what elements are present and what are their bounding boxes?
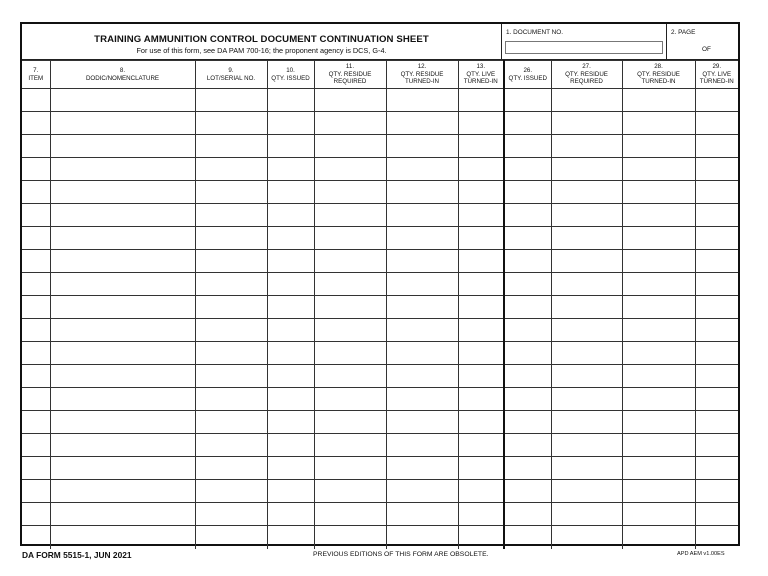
table-row	[22, 526, 738, 549]
cell-qty-live-turned-in[interactable]	[458, 342, 504, 365]
cell-qty-live-turned-in[interactable]	[458, 503, 504, 526]
column-number: 28.	[654, 63, 663, 71]
cell-qty-issued[interactable]	[504, 388, 551, 411]
cell-item[interactable]	[22, 181, 50, 204]
cell-qty-issued[interactable]	[504, 273, 551, 296]
table-row	[22, 480, 738, 503]
column-label: QTY. ISSUED	[271, 74, 310, 82]
column-label: QTY. ISSUED	[508, 74, 547, 82]
cell-qty-issued[interactable]	[267, 503, 314, 526]
cell-qty-live-turned-in[interactable]	[695, 365, 738, 388]
column-label: ITEM	[28, 74, 44, 82]
cell-dodic-nomenclature[interactable]	[50, 365, 195, 388]
cell-qty-residue-required[interactable]	[314, 457, 386, 480]
cell-qty-residue-turned-in[interactable]	[386, 526, 458, 549]
cell-qty-residue-turned-in[interactable]	[622, 250, 695, 273]
table-row	[22, 503, 738, 526]
cell-qty-issued[interactable]	[504, 227, 551, 250]
obsolete-notice: PREVIOUS EDITIONS OF THIS FORM ARE OBSOLETE.	[313, 551, 489, 558]
cell-qty-residue-required[interactable]	[551, 457, 622, 480]
cell-dodic-nomenclature[interactable]	[50, 158, 195, 181]
column-header-10	[267, 61, 314, 89]
cell-qty-residue-required[interactable]	[314, 411, 386, 434]
table-row	[22, 181, 738, 204]
items-table-body	[22, 89, 738, 549]
table-row	[22, 388, 738, 411]
cell-qty-residue-turned-in[interactable]	[622, 365, 695, 388]
cell-qty-residue-turned-in[interactable]	[386, 365, 458, 388]
table-row	[22, 319, 738, 342]
cell-qty-residue-turned-in[interactable]	[386, 434, 458, 457]
cell-qty-live-turned-in[interactable]	[458, 135, 504, 158]
cell-qty-issued[interactable]	[267, 319, 314, 342]
cell-qty-issued[interactable]	[267, 526, 314, 549]
cell-item[interactable]	[22, 204, 50, 227]
cell-item[interactable]	[22, 89, 50, 112]
cell-qty-issued[interactable]	[504, 250, 551, 273]
cell-qty-live-turned-in[interactable]	[695, 250, 738, 273]
cell-qty-residue-turned-in[interactable]	[622, 388, 695, 411]
cell-lot-serial-no[interactable]	[195, 112, 267, 135]
cell-dodic-nomenclature[interactable]	[50, 457, 195, 480]
cell-qty-residue-turned-in[interactable]	[622, 342, 695, 365]
column-label: DODIC/NOMENCLATURE	[85, 74, 160, 82]
items-table	[22, 60, 738, 549]
cell-qty-issued[interactable]	[504, 181, 551, 204]
cell-qty-residue-turned-in[interactable]	[386, 158, 458, 181]
cell-lot-serial-no[interactable]	[195, 526, 267, 549]
table-row	[22, 250, 738, 273]
cell-lot-serial-no[interactable]	[195, 388, 267, 411]
cell-dodic-nomenclature[interactable]	[50, 388, 195, 411]
form-container	[20, 22, 740, 546]
cell-qty-issued[interactable]	[504, 112, 551, 135]
cell-qty-issued[interactable]	[504, 457, 551, 480]
cell-item[interactable]	[22, 457, 50, 480]
cell-qty-live-turned-in[interactable]	[695, 526, 738, 549]
column-label: QTY. RESIDUE REQUIRED	[565, 70, 608, 86]
cell-qty-residue-turned-in[interactable]	[622, 411, 695, 434]
column-number: 26.	[523, 67, 533, 74]
cell-lot-serial-no[interactable]	[195, 319, 267, 342]
cell-qty-live-turned-in[interactable]	[695, 411, 738, 434]
cell-lot-serial-no[interactable]	[195, 411, 267, 434]
column-number: 13.	[476, 63, 486, 71]
cell-qty-residue-required[interactable]	[314, 480, 386, 503]
cell-dodic-nomenclature[interactable]	[50, 296, 195, 319]
cell-dodic-nomenclature[interactable]	[50, 89, 195, 112]
column-header-26	[504, 61, 551, 89]
cell-qty-residue-required[interactable]	[314, 319, 386, 342]
cell-qty-issued[interactable]	[504, 342, 551, 365]
cell-item[interactable]	[22, 273, 50, 296]
cell-dodic-nomenclature[interactable]	[50, 434, 195, 457]
cell-qty-residue-required[interactable]	[314, 204, 386, 227]
cell-dodic-nomenclature[interactable]	[50, 250, 195, 273]
cell-qty-live-turned-in[interactable]	[695, 480, 738, 503]
form-id: DA FORM 5515-1, JUN 2021	[22, 550, 132, 560]
cell-qty-issued[interactable]	[267, 296, 314, 319]
cell-qty-live-turned-in[interactable]	[695, 503, 738, 526]
cell-qty-residue-required[interactable]	[551, 135, 622, 158]
cell-qty-issued[interactable]	[267, 158, 314, 181]
cell-qty-residue-required[interactable]	[551, 480, 622, 503]
cell-qty-issued[interactable]	[267, 181, 314, 204]
version-label: APD AEM v1.00ES	[677, 551, 725, 557]
cell-qty-residue-turned-in[interactable]	[622, 112, 695, 135]
cell-qty-residue-turned-in[interactable]	[386, 204, 458, 227]
document-no-field[interactable]	[505, 41, 663, 54]
page-block	[667, 24, 738, 60]
cell-qty-live-turned-in[interactable]	[458, 434, 504, 457]
cell-item[interactable]	[22, 526, 50, 549]
cell-item[interactable]	[22, 342, 50, 365]
cell-item[interactable]	[22, 480, 50, 503]
cell-qty-residue-turned-in[interactable]	[622, 503, 695, 526]
table-row	[22, 89, 738, 112]
cell-qty-live-turned-in[interactable]	[695, 434, 738, 457]
cell-qty-residue-required[interactable]	[551, 158, 622, 181]
cell-qty-live-turned-in[interactable]	[458, 365, 504, 388]
cell-dodic-nomenclature[interactable]	[50, 135, 195, 158]
form-title: TRAINING AMMUNITION CONTROL DOCUMENT CONTINUATION SHEET	[94, 34, 429, 45]
cell-dodic-nomenclature[interactable]	[50, 273, 195, 296]
cell-lot-serial-no[interactable]	[195, 296, 267, 319]
cell-qty-issued[interactable]	[504, 296, 551, 319]
column-number: 11.	[345, 63, 355, 71]
table-row	[22, 204, 738, 227]
cell-qty-live-turned-in[interactable]	[695, 135, 738, 158]
cell-qty-live-turned-in[interactable]	[695, 158, 738, 181]
cell-item[interactable]	[22, 411, 50, 434]
cell-qty-residue-required[interactable]	[314, 112, 386, 135]
cell-dodic-nomenclature[interactable]	[50, 204, 195, 227]
table-row	[22, 227, 738, 250]
cell-qty-residue-required[interactable]	[551, 342, 622, 365]
cell-dodic-nomenclature[interactable]	[50, 480, 195, 503]
cell-dodic-nomenclature[interactable]	[50, 112, 195, 135]
cell-dodic-nomenclature[interactable]	[50, 319, 195, 342]
cell-dodic-nomenclature[interactable]	[50, 411, 195, 434]
cell-qty-residue-turned-in[interactable]	[622, 273, 695, 296]
cell-qty-residue-turned-in[interactable]	[622, 135, 695, 158]
cell-lot-serial-no[interactable]	[195, 250, 267, 273]
column-header-row	[22, 61, 738, 89]
cell-qty-issued[interactable]	[504, 89, 551, 112]
cell-qty-residue-required[interactable]	[551, 273, 622, 296]
cell-qty-issued[interactable]	[504, 135, 551, 158]
cell-lot-serial-no[interactable]	[195, 273, 267, 296]
cell-dodic-nomenclature[interactable]	[50, 342, 195, 365]
cell-qty-issued[interactable]	[504, 365, 551, 388]
cell-qty-issued[interactable]	[504, 434, 551, 457]
cell-qty-residue-turned-in[interactable]	[386, 296, 458, 319]
cell-qty-residue-required[interactable]	[314, 158, 386, 181]
cell-qty-residue-turned-in[interactable]	[622, 204, 695, 227]
cell-qty-residue-turned-in[interactable]	[386, 89, 458, 112]
cell-qty-residue-turned-in[interactable]	[386, 273, 458, 296]
cell-qty-issued[interactable]	[267, 135, 314, 158]
cell-qty-residue-turned-in[interactable]	[622, 89, 695, 112]
cell-lot-serial-no[interactable]	[195, 181, 267, 204]
table-row	[22, 365, 738, 388]
column-header-28	[622, 61, 695, 89]
cell-qty-issued[interactable]	[504, 319, 551, 342]
cell-qty-residue-turned-in[interactable]	[622, 227, 695, 250]
table-row	[22, 158, 738, 181]
cell-qty-residue-turned-in[interactable]	[386, 457, 458, 480]
cell-qty-live-turned-in[interactable]	[695, 296, 738, 319]
table-row	[22, 411, 738, 434]
cell-qty-residue-required[interactable]	[551, 319, 622, 342]
cell-item[interactable]	[22, 227, 50, 250]
cell-qty-residue-required[interactable]	[314, 181, 386, 204]
cell-item[interactable]	[22, 365, 50, 388]
cell-qty-residue-required[interactable]	[551, 250, 622, 273]
cell-qty-residue-required[interactable]	[314, 227, 386, 250]
cell-lot-serial-no[interactable]	[195, 204, 267, 227]
cell-dodic-nomenclature[interactable]	[50, 503, 195, 526]
cell-qty-issued[interactable]	[267, 273, 314, 296]
cell-qty-live-turned-in[interactable]	[695, 388, 738, 411]
cell-item[interactable]	[22, 158, 50, 181]
cell-qty-residue-required[interactable]	[314, 89, 386, 112]
column-header-27	[551, 61, 622, 89]
table-row	[22, 112, 738, 135]
cell-qty-residue-turned-in[interactable]	[386, 112, 458, 135]
column-number: 9.	[228, 67, 234, 74]
column-header-8	[50, 61, 195, 89]
cell-item[interactable]	[22, 296, 50, 319]
cell-qty-live-turned-in[interactable]	[458, 181, 504, 204]
cell-qty-residue-turned-in[interactable]	[622, 457, 695, 480]
table-row	[22, 342, 738, 365]
cell-qty-live-turned-in[interactable]	[458, 480, 504, 503]
cell-qty-residue-required[interactable]	[314, 135, 386, 158]
column-header-29	[695, 61, 738, 89]
cell-qty-issued[interactable]	[267, 342, 314, 365]
cell-qty-residue-turned-in[interactable]	[386, 250, 458, 273]
column-label: QTY. LIVE TURNED-IN	[463, 70, 498, 86]
table-row	[22, 457, 738, 480]
cell-qty-issued[interactable]	[504, 411, 551, 434]
cell-item[interactable]	[22, 434, 50, 457]
cell-item[interactable]	[22, 503, 50, 526]
cell-qty-issued[interactable]	[267, 388, 314, 411]
column-number: 12.	[417, 63, 427, 71]
table-row	[22, 135, 738, 158]
cell-qty-residue-required[interactable]	[314, 296, 386, 319]
cell-item[interactable]	[22, 250, 50, 273]
cell-qty-issued[interactable]	[267, 204, 314, 227]
column-header-11	[314, 61, 386, 89]
cell-qty-residue-turned-in[interactable]	[386, 503, 458, 526]
cell-qty-issued[interactable]	[504, 158, 551, 181]
cell-qty-live-turned-in[interactable]	[458, 296, 504, 319]
cell-qty-residue-required[interactable]	[551, 388, 622, 411]
cell-lot-serial-no[interactable]	[195, 480, 267, 503]
cell-qty-issued[interactable]	[267, 434, 314, 457]
cell-qty-residue-required[interactable]	[551, 526, 622, 549]
cell-qty-residue-turned-in[interactable]	[622, 158, 695, 181]
cell-qty-issued[interactable]	[267, 457, 314, 480]
cell-qty-issued[interactable]	[267, 89, 314, 112]
cell-qty-residue-turned-in[interactable]	[386, 319, 458, 342]
column-header-9	[195, 61, 267, 89]
cell-item[interactable]	[22, 319, 50, 342]
cell-qty-live-turned-in[interactable]	[458, 411, 504, 434]
cell-dodic-nomenclature[interactable]	[50, 526, 195, 549]
cell-qty-residue-required[interactable]	[314, 273, 386, 296]
cell-lot-serial-no[interactable]	[195, 227, 267, 250]
cell-qty-issued[interactable]	[267, 227, 314, 250]
cell-qty-live-turned-in[interactable]	[695, 204, 738, 227]
cell-qty-issued[interactable]	[504, 526, 551, 549]
cell-item[interactable]	[22, 135, 50, 158]
cell-qty-residue-turned-in[interactable]	[386, 342, 458, 365]
document-no-block	[502, 24, 667, 60]
document-no-label: 1. DOCUMENT NO.	[506, 29, 564, 36]
cell-qty-live-turned-in[interactable]	[458, 227, 504, 250]
cell-qty-residue-required[interactable]	[314, 342, 386, 365]
cell-qty-residue-required[interactable]	[551, 365, 622, 388]
cell-qty-live-turned-in[interactable]	[695, 319, 738, 342]
cell-qty-live-turned-in[interactable]	[458, 204, 504, 227]
cell-lot-serial-no[interactable]	[195, 342, 267, 365]
cell-lot-serial-no[interactable]	[195, 365, 267, 388]
title-block	[22, 24, 502, 60]
cell-qty-residue-required[interactable]	[551, 503, 622, 526]
column-label: LOT/SERIAL NO.	[206, 74, 256, 82]
cell-lot-serial-no[interactable]	[195, 158, 267, 181]
column-number: 8.	[119, 67, 126, 74]
cell-qty-residue-required[interactable]	[314, 250, 386, 273]
cell-qty-residue-turned-in[interactable]	[386, 388, 458, 411]
form-subtitle: For use of this form, see DA PAM 700-16; the proponent agency is DCS, G-4.	[136, 46, 387, 55]
cell-qty-residue-required[interactable]	[551, 204, 622, 227]
cell-qty-live-turned-in[interactable]	[458, 526, 504, 549]
cell-qty-live-turned-in[interactable]	[695, 112, 738, 135]
cell-qty-residue-turned-in[interactable]	[622, 526, 695, 549]
cell-lot-serial-no[interactable]	[195, 135, 267, 158]
column-label: QTY. RESIDUE TURNED-IN	[400, 70, 444, 86]
cell-qty-residue-turned-in[interactable]	[622, 296, 695, 319]
cell-qty-residue-turned-in[interactable]	[622, 319, 695, 342]
cell-qty-residue-required[interactable]	[551, 434, 622, 457]
cell-lot-serial-no[interactable]	[195, 89, 267, 112]
cell-item[interactable]	[22, 388, 50, 411]
table-row	[22, 296, 738, 319]
column-header-7	[22, 61, 50, 89]
cell-qty-issued[interactable]	[504, 204, 551, 227]
cell-qty-residue-turned-in[interactable]	[622, 434, 695, 457]
cell-qty-live-turned-in[interactable]	[458, 319, 504, 342]
column-number: 7.	[33, 67, 39, 74]
cell-qty-issued[interactable]	[504, 503, 551, 526]
cell-qty-residue-required[interactable]	[314, 434, 386, 457]
cell-qty-residue-required[interactable]	[314, 526, 386, 549]
column-number: 29.	[712, 63, 722, 71]
cell-qty-residue-required[interactable]	[551, 89, 622, 112]
cell-qty-live-turned-in[interactable]	[695, 342, 738, 365]
cell-qty-live-turned-in[interactable]	[458, 457, 504, 480]
cell-qty-residue-required[interactable]	[551, 181, 622, 204]
column-label: QTY. LIVE TURNED-IN	[699, 70, 734, 86]
cell-qty-residue-required[interactable]	[551, 112, 622, 135]
cell-qty-live-turned-in[interactable]	[695, 227, 738, 250]
table-row	[22, 434, 738, 457]
cell-qty-residue-turned-in[interactable]	[622, 480, 695, 503]
column-label: QTY. RESIDUE TURNED-IN	[637, 70, 680, 86]
page-label[interactable]: 2. PAGE	[671, 29, 696, 36]
cell-qty-issued[interactable]	[267, 365, 314, 388]
cell-qty-live-turned-in[interactable]	[458, 273, 504, 296]
cell-qty-issued[interactable]	[267, 480, 314, 503]
column-number: 27.	[582, 63, 591, 71]
cell-qty-residue-turned-in[interactable]	[386, 181, 458, 204]
column-label: QTY. RESIDUE REQUIRED	[328, 70, 372, 86]
cell-qty-residue-required[interactable]	[314, 365, 386, 388]
cell-qty-live-turned-in[interactable]	[458, 250, 504, 273]
cell-qty-live-turned-in[interactable]	[458, 388, 504, 411]
cell-qty-residue-required[interactable]	[551, 227, 622, 250]
cell-qty-live-turned-in[interactable]	[458, 158, 504, 181]
cell-item[interactable]	[22, 112, 50, 135]
cell-qty-residue-required[interactable]	[551, 296, 622, 319]
cell-dodic-nomenclature[interactable]	[50, 181, 195, 204]
cell-qty-residue-turned-in[interactable]	[386, 227, 458, 250]
cell-dodic-nomenclature[interactable]	[50, 227, 195, 250]
cell-qty-issued[interactable]	[267, 411, 314, 434]
cell-lot-serial-no[interactable]	[195, 503, 267, 526]
page-of-label: OF	[702, 46, 711, 53]
table-row	[22, 273, 738, 296]
cell-qty-issued[interactable]	[504, 480, 551, 503]
cell-qty-residue-turned-in[interactable]	[622, 181, 695, 204]
column-header-13	[458, 61, 504, 89]
cell-qty-live-turned-in[interactable]	[695, 457, 738, 480]
cell-qty-residue-turned-in[interactable]	[386, 135, 458, 158]
cell-qty-residue-required[interactable]	[314, 388, 386, 411]
column-header-12	[386, 61, 458, 89]
cell-qty-live-turned-in[interactable]	[458, 89, 504, 112]
cell-qty-live-turned-in[interactable]	[695, 273, 738, 296]
column-number: 10.	[286, 67, 295, 74]
cell-qty-live-turned-in[interactable]	[695, 181, 738, 204]
cell-qty-issued[interactable]	[267, 250, 314, 273]
cell-qty-residue-required[interactable]	[551, 411, 622, 434]
cell-qty-residue-turned-in[interactable]	[386, 480, 458, 503]
cell-lot-serial-no[interactable]	[195, 457, 267, 480]
cell-qty-residue-required[interactable]	[314, 503, 386, 526]
cell-qty-live-turned-in[interactable]	[458, 112, 504, 135]
cell-qty-issued[interactable]	[267, 112, 314, 135]
cell-qty-residue-turned-in[interactable]	[386, 411, 458, 434]
cell-qty-live-turned-in[interactable]	[695, 89, 738, 112]
cell-lot-serial-no[interactable]	[195, 434, 267, 457]
